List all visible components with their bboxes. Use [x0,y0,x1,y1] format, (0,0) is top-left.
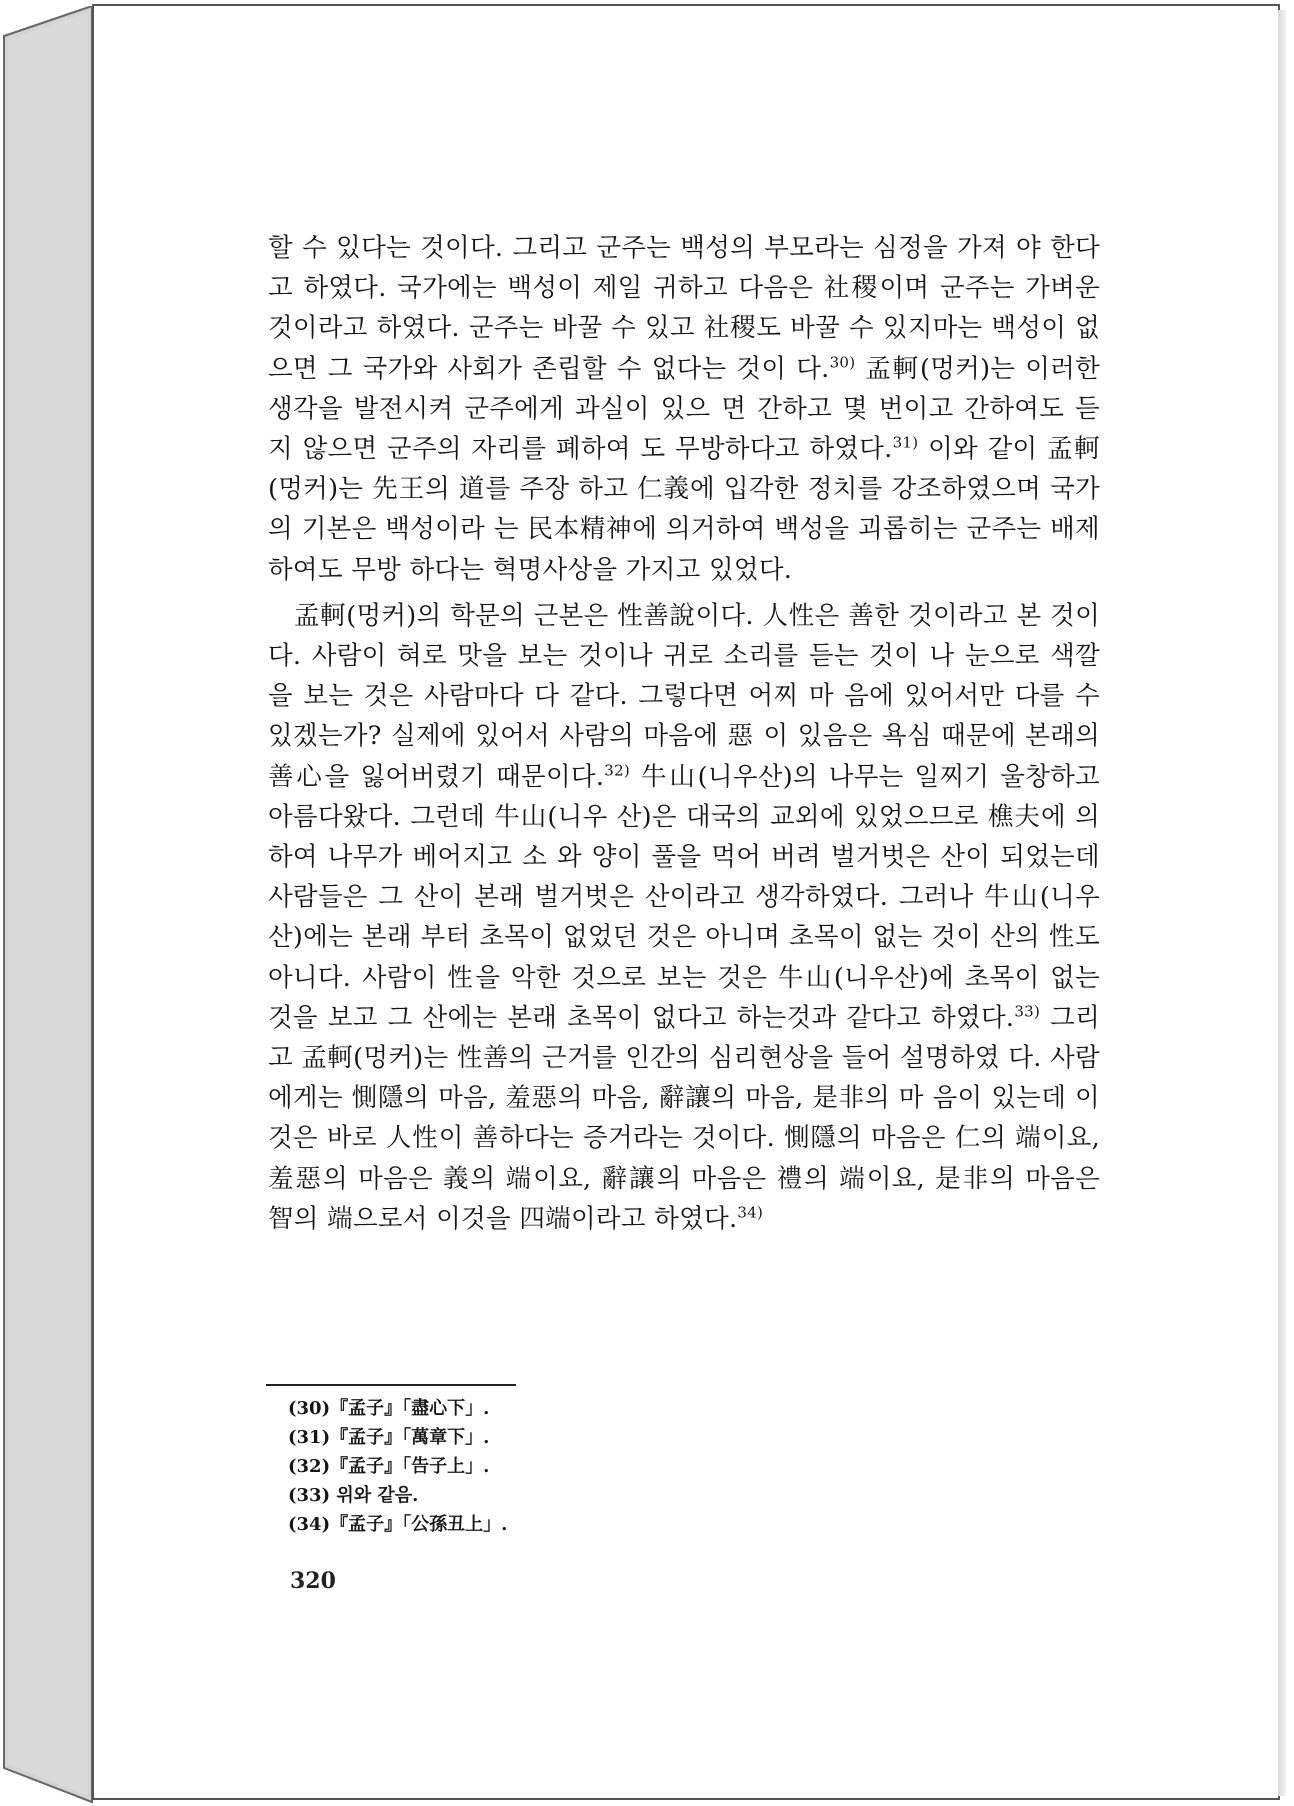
text-line: 수 있지마는 백성이 없으면 그 국가와 사회가 존립할 수 없다는 것이 [268,313,1101,384]
text-line: 孟軻(멍커)의 학문의 근본은 性善說이다. 人性은 善한 것이라고 [294,600,1008,631]
text-line: 야 한다고 하였다. 국가에는 백성이 제일 귀하고 다음은 社稷이며 [268,233,1100,304]
text-line: 하고 仁義에 입각한 정치를 강조하였으며 국가의 기본은 백성이라 [268,474,1100,545]
footnote-33: (33) 위와 같음. [288,1485,419,1506]
text-line: 군주는 가벼운 것이라고 하였다. 군주는 바꿀 수 있고 社稷도 바꿀 [268,273,1100,344]
text-line: 와 양이 풀을 먹어 버려 벌거벗은 산이 되었는데 사람들은 그 산이 [268,842,1100,913]
text-line: 다. [796,353,830,384]
text-line: 도 무방하다고 하였다. [640,434,893,465]
body-text [268,228,1100,1239]
paragraph-1 [268,228,1100,590]
text-line: 부터 초목이 없었던 것은 아니며 초목이 없는 것이 산의 性도 아니다. [268,922,1100,993]
text-line: 본 것이다. 사람이 혀로 맛을 보는 것이나 귀로 소리를 듣는 것이 [268,600,1101,672]
page-edge-shadow [1278,10,1286,1796]
text-line: 면 간하고 몇 번이고 간하여도 듣지 않으면 군주의 자리를 폐하여 [268,393,1100,465]
text-line: 음이 있는데 이것은 바로 人性이 善하다는 증거라는 것이다. 惻隱의 [268,1083,1100,1154]
text-line: 나 눈으로 색깔을 보는 것은 사람마다 다 같다. 그렇다면 어찌 마 [268,641,1101,712]
footnote-ref-32[interactable]: 32) [604,761,631,780]
text-line: 端이요, 是非의 마음은 智의 端으로서 이것을 四端이라고 하였다. [268,1163,1101,1234]
text-line: 사람이 性을 악한 것으로 보는 것은 牛山(니우산)에 초목이 없는 것을 [268,962,1101,1033]
footnote-ref-30[interactable]: 30) [829,353,856,372]
text-line: 牛 [630,761,670,792]
text-line: 이와 같이 孟軻(멍커)는 先王의 道를 주장 [268,434,1100,505]
text-line: 이 있음은 욕심 때문에 본래의 善心을 잃어버렸기 때문이다. [268,721,1100,792]
book-spine-shape [2,6,102,1806]
text-line: 다. 사람에게는 惻隱의 마음, 羞惡의 마음, 辭讓의 마음, 是非의 마 [268,1043,1100,1114]
footnote-31: (31)『孟子』「萬章下」. [288,1427,490,1448]
text-line: 하다는 혁명사상을 가지고 있었다. [409,554,793,585]
footnote-ref-31[interactable]: 31) [892,433,919,452]
text-line: 할 수 있다는 것이다. 그리고 군주는 백성의 부모라는 심정을 가져 [268,233,1007,263]
text-line: 는 民本精神에 의거하여 백성을 괴롭히는 군주는 배제하여도 무방 [268,514,1100,585]
text-line: 孟軻(멍커)는 이러한 생각을 발전시켜 군주에게 과실이 있으 [268,353,1100,424]
text-line: 음에 있어서만 다를 수 있겠는가? 실제에 있어서 사람의 마음에 惡 [268,681,1100,752]
footnote-34: (34)『孟子』「公孫丑上」. [288,1514,508,1535]
text-line: 그 [1040,1002,1076,1033]
footnote-divider [266,1384,516,1386]
footnote-ref-34[interactable]: 34) [737,1203,764,1222]
footnote-ref-33[interactable]: 33) [1014,1002,1041,1021]
text-line: 보고 그 산에는 본래 초목이 없다고 하는것과 같다고 하였다. [327,1002,1015,1033]
footnote-32: (32)『孟子』「告子上」. [288,1456,490,1477]
text-line: 리고 孟軻(멍커)는 性善의 근거를 인간의 심리현상을 들어 설명하였 [268,1002,1101,1074]
text-line: 산)은 대국의 교외에 있었으므로 樵夫에 의하여 나무가 베어지고 소 [268,801,1101,873]
footnote-30: (30)『孟子』「盡心下」. [288,1398,490,1419]
text-line: 마음은 仁의 端이요, 羞惡의 마음은 義의 端이요, 辭讓의 마음은 禮의 [268,1123,1100,1194]
paragraph-2 [268,596,1100,1239]
text-line: 山(니우산)의 나무는 일찌기 울창하고 아름다왔다. 그런데 牛山(니우 [268,761,1100,832]
footnotes [288,1394,507,1539]
text-line: 본래 벌거벗은 산이라고 생각하였다. 그러나 牛山(니우산)에는 본래 [268,882,1101,953]
page-number: 320 [290,1568,336,1594]
